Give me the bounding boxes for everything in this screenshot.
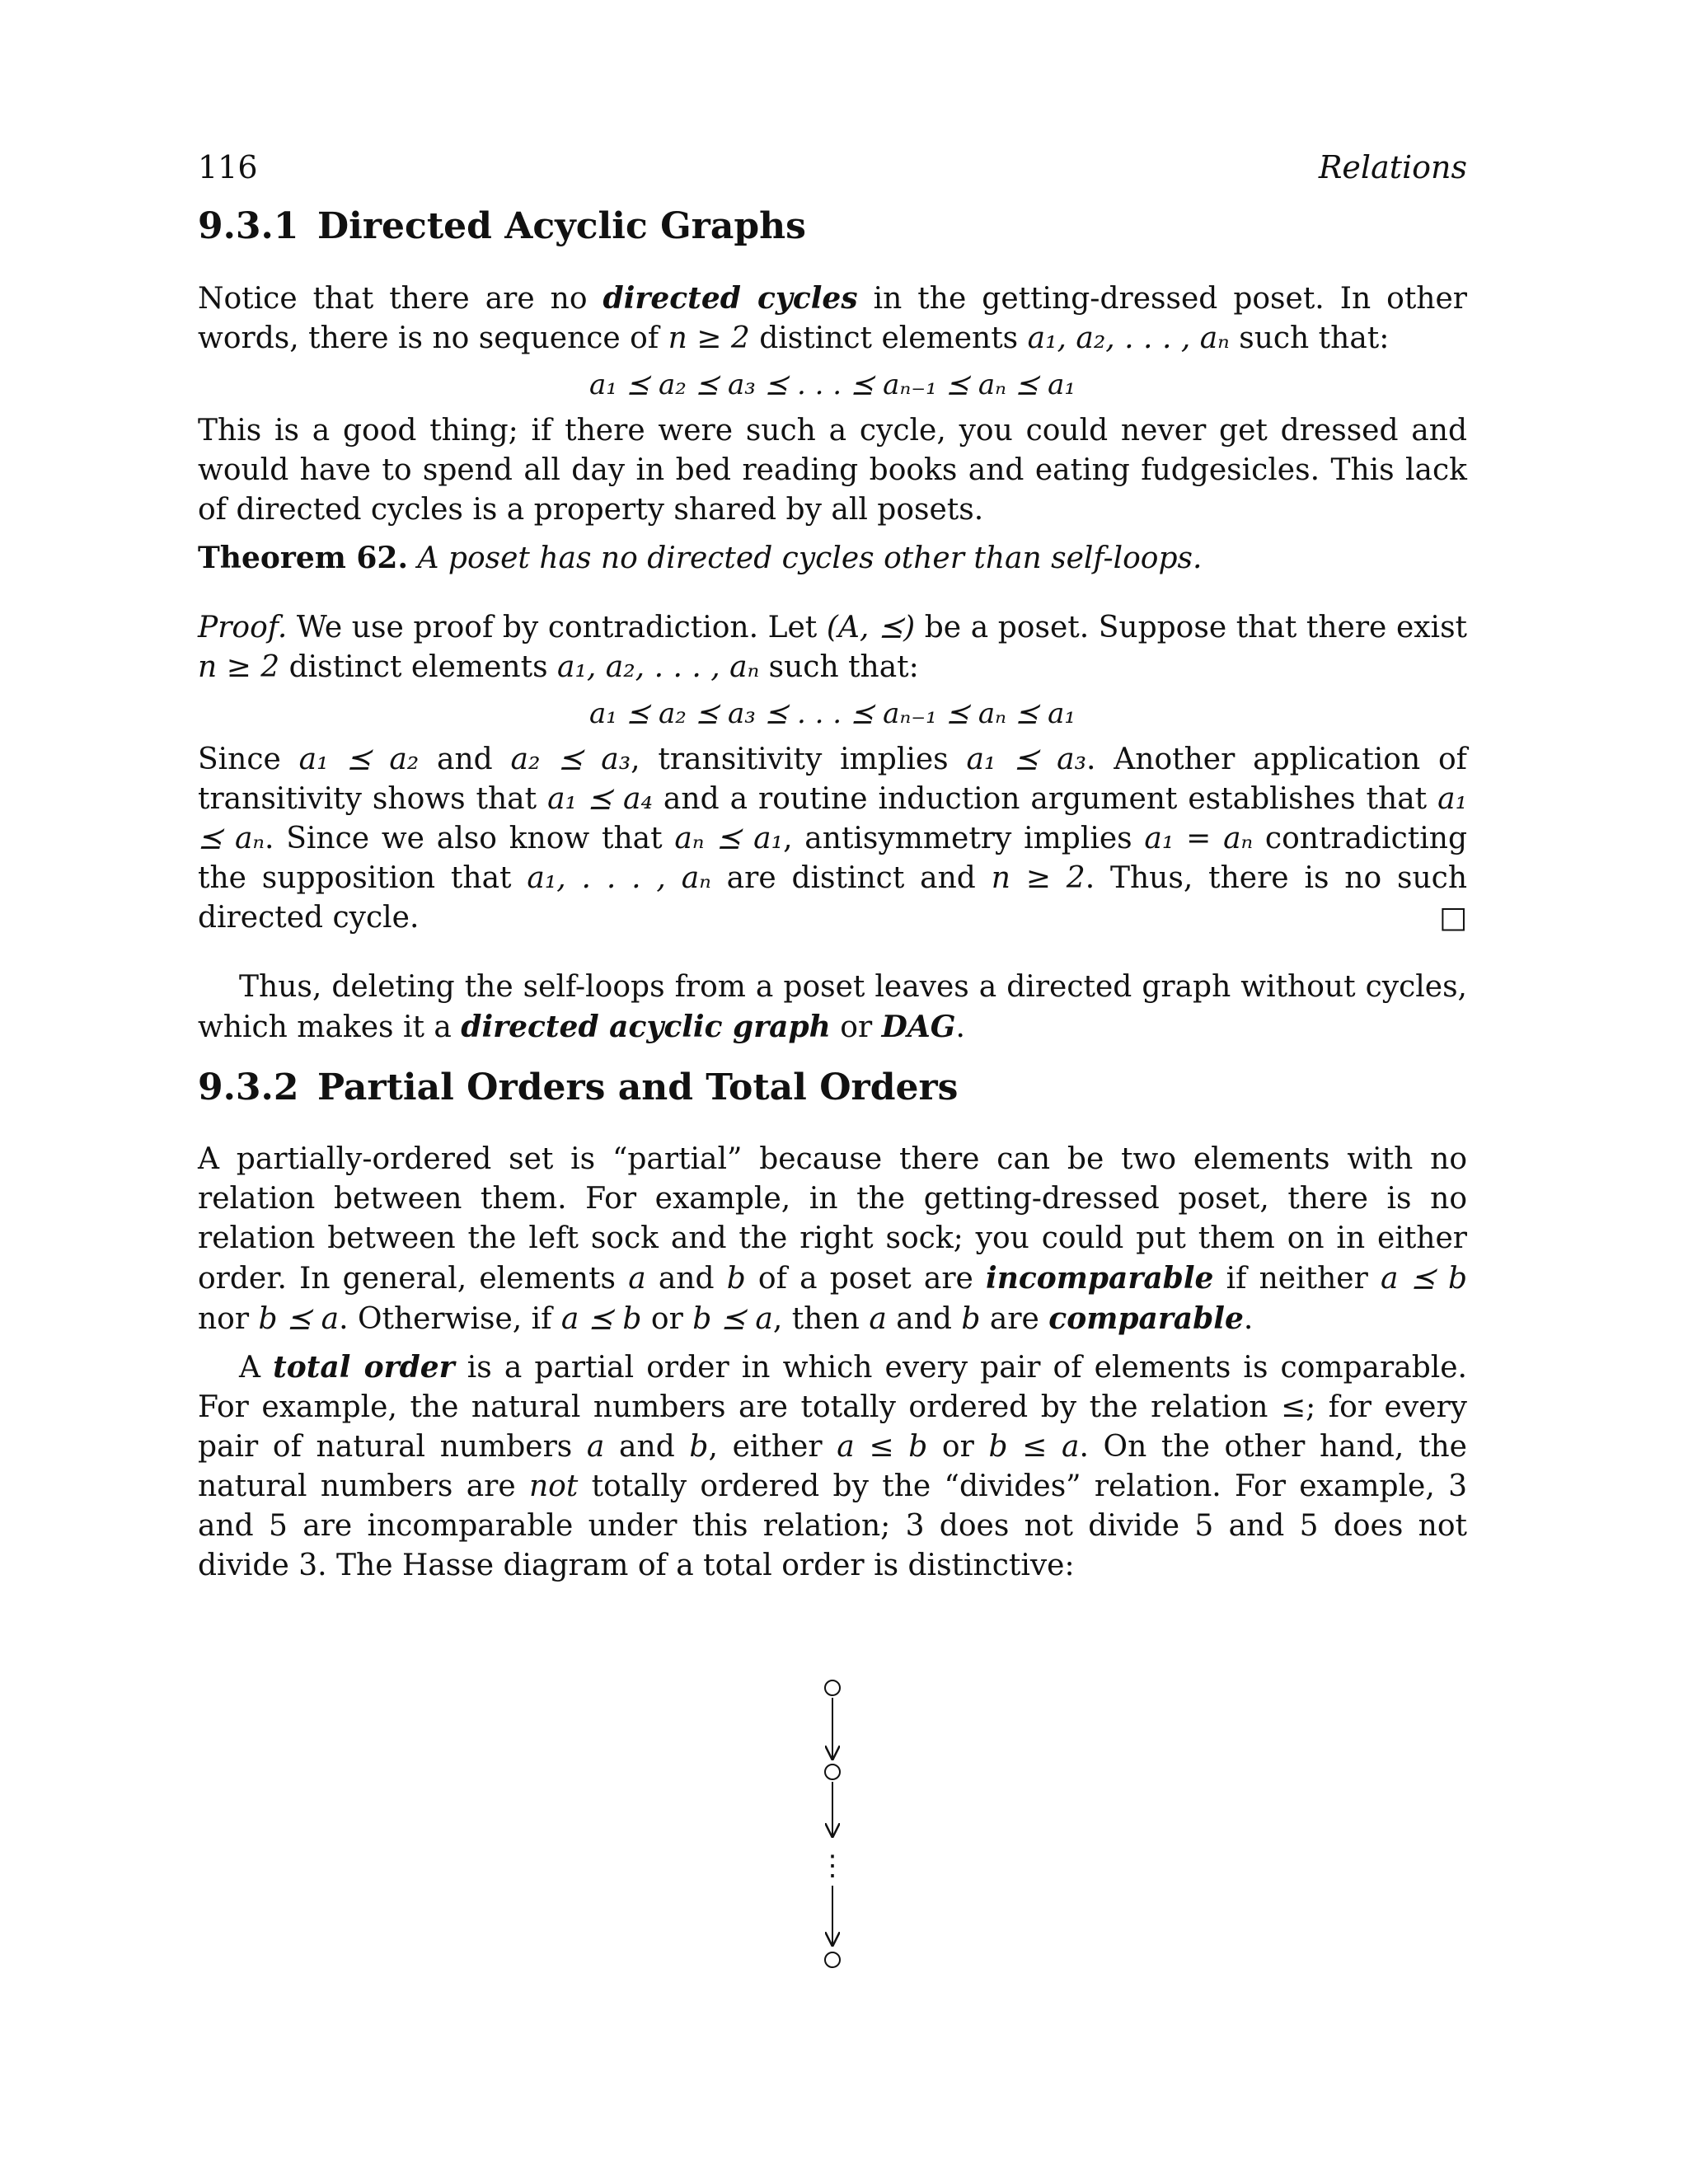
theorem-statement: A poset has no directed cycles other than self-loops. [417,541,1203,575]
running-head [198,148,1467,186]
math-inline: b ⪯ a [692,1302,773,1336]
text: . On the other hand, the natural numbers are [198,1430,1467,1503]
proof-label: Proof. [198,611,288,644]
math-inline: a₁ ⪯ aₙ [198,782,1468,855]
math-inline: a₁, . . . , aₙ [527,861,711,895]
term-dag: DAG [881,1010,956,1044]
math-inline: ≤ [1280,1390,1306,1424]
math-inline: n ≥ 2 [668,321,750,355]
term-incomparable: incomparable [986,1261,1214,1296]
math-inline: a₁, a₂, . . . , aₙ [1027,321,1230,355]
text: such that: [1229,321,1390,355]
text: ; for every pair of natural numbers [198,1390,1468,1464]
math-inline: a ≤ b [837,1430,928,1464]
text: . Another application of transitivity shows that [198,743,1467,816]
hasse-ellipsis: ⋮ [818,1849,846,1882]
text: if neither [1213,1262,1381,1296]
math-inline: a₁, a₂, . . . , aₙ [557,650,760,684]
page-number: 116 [198,149,258,185]
text: and a routine induction argument establishes that [652,782,1438,816]
section-heading-orders [198,1066,1467,1110]
display-equation-cycle: a₁ ⪯ a₂ ⪯ a₃ ⪯ . . . ⪯ aₙ₋₁ ⪯ aₙ ⪯ a₁ [589,368,1076,401]
text: in the getting-dressed poset. In other words, there is no sequence of [198,282,1467,355]
math-inline: a [586,1430,605,1464]
math-inline: b [961,1302,981,1336]
text: distinct elements [749,321,1028,355]
math-inline: (A, ⪯) [826,611,916,644]
text: be a poset. Suppose that there exist [915,611,1468,644]
text: totally ordered by the “divides” relation. For example, 3 and 5 are incomparable under this relation; 3 does not divide 5 and 5 does not divide 3. The Hasse diagram of a total order is distinctive: [198,1469,1467,1582]
proof-paragraph-1 [198,608,1467,687]
math-inline: b [689,1430,709,1464]
text: and [604,1430,690,1464]
hasse-diagram-total-order [808,1665,857,1978]
math-inline: a ⪯ b [560,1302,642,1336]
text: A [239,1351,274,1385]
paragraph-total-order [198,1347,1467,1586]
emphasis-not: not [529,1469,579,1503]
proof-paragraph-2 [198,740,1467,938]
paragraph-good-thing: This is a good thing; if there were such a cycle, you could never get dressed and would have to spend all day in bed reading books and eating fudgesicles. This lack of directed cycles is a property shared by all posets. [198,414,1467,527]
hasse-node-second [825,1765,840,1779]
text: , then [772,1302,870,1336]
math-inline: n ≥ 2 [991,861,1085,895]
text: are [980,1302,1049,1336]
term-comparable: comparable [1048,1301,1244,1336]
text: . [955,1010,965,1044]
text: Notice that there are no [198,282,603,316]
text: are distinct and [710,861,992,895]
term-total-order: total order [273,1350,455,1385]
math-inline: b [726,1262,746,1296]
text: and [419,743,511,776]
math-inline: a₂ ⪯ a₃ [510,743,631,776]
chapter-title: Relations [1318,149,1467,185]
section-title: Partial Orders and Total Orders [317,1066,959,1108]
text: . Thus, there is no such directed cycle. [198,861,1468,935]
section-number: 9.3.2 [198,1066,299,1108]
text: such that: [759,650,919,684]
math-inline: n ≥ 2 [198,650,280,684]
page-body [198,148,1467,1586]
section-number: 9.3.1 [198,205,299,247]
text: . Otherwise, if [339,1302,561,1336]
text: is a partial order in which every pair of elements is comparable. For example, the natural numbers are totally ordered by the relation [198,1351,1467,1424]
text: A partially-ordered set is “partial” because there can be two elements with no relation between them. For example, in the getting-dressed poset, there is no relation between the left sock and the right sock; you could put them on in either order. In general, elements [198,1142,1467,1296]
math-inline: a [628,1262,646,1296]
hasse-node-bottom [825,1952,840,1967]
hasse-node-top [825,1680,840,1695]
math-inline: a [869,1302,887,1336]
text: , transitivity implies [631,743,967,776]
display-equation-cycle-proof: a₁ ⪯ a₂ ⪯ a₃ ⪯ . . . ⪯ aₙ₋₁ ⪯ aₙ ⪯ a₁ [589,697,1076,730]
text: nor [198,1302,259,1336]
paragraph-partial [198,1140,1467,1339]
math-inline: a₁ ⪯ a₄ [547,782,653,816]
theorem-62 [198,538,1467,579]
term-directed-acyclic-graph: directed acyclic graph [461,1010,831,1044]
text: or [927,1430,989,1464]
text: , either [708,1430,837,1464]
math-inline: aₙ ⪯ a₁ [674,822,784,855]
text: contradicting the supposition that [198,822,1468,895]
text: Since [198,743,299,776]
term-directed-cycles: directed cycles [603,281,858,316]
text: or [641,1302,693,1336]
theorem-label: Theorem 62. [198,541,409,575]
text: and [645,1262,727,1296]
math-inline: a₁ = aₙ [1144,822,1254,855]
math-inline: a₁ ⪯ a₂ [298,743,420,776]
section-heading-dag [198,204,1467,249]
text: and [886,1302,962,1336]
paragraph-dag-definition [198,968,1467,1047]
text: or [830,1010,882,1044]
text: . [1243,1302,1254,1336]
paragraph-directed-cycles [198,279,1467,359]
text: We use proof by contradiction. Let [287,611,827,644]
math-inline: b ≤ a [988,1430,1080,1464]
math-inline: a ⪯ b [1380,1262,1467,1296]
text: Thus, deleting the self-loops from a poset leaves a directed graph without cycles, which makes it a [198,970,1467,1044]
section-title: Directed Acyclic Graphs [317,205,806,247]
math-inline: a₁ ⪯ a₃ [966,743,1087,776]
math-inline: b ⪯ a [258,1302,340,1336]
text: distinct elements [279,650,557,684]
text: . Since we also know that [265,822,675,855]
text: , antisymmetry implies [783,822,1145,855]
text: of a poset are [745,1262,987,1296]
qed-symbol: □ [1438,901,1467,935]
